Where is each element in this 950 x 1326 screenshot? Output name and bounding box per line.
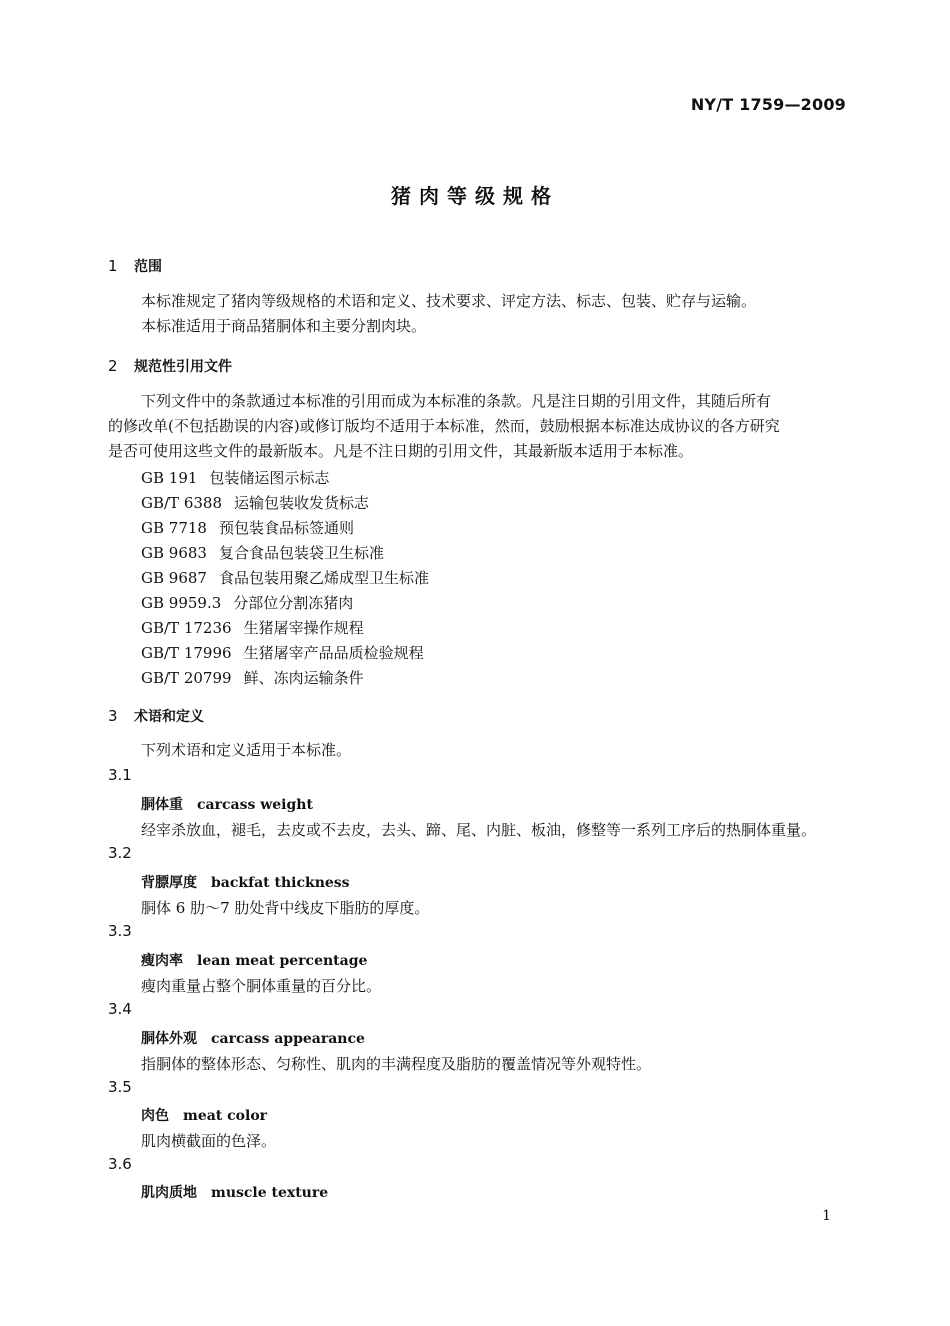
- reference-item: GB 191 包装储运图示标志: [141, 469, 330, 487]
- reference-item: GB/T 17996 生猪屠宰产品品质检验规程: [141, 644, 424, 662]
- reference-item: GB 9687 食品包装用聚乙烯成型卫生标准: [141, 569, 429, 587]
- section-title: 范围: [134, 259, 162, 275]
- term-definition: 胴体 6 肋～7 肋处背中线皮下脂肪的厚度。: [141, 899, 430, 917]
- section-1-heading: [108, 256, 162, 276]
- reference-item: GB/T 20799 鲜、冻肉运输条件: [141, 669, 364, 687]
- term-number: 3.3: [108, 922, 132, 940]
- term-number: 3.6: [108, 1155, 132, 1173]
- section-2-heading: [108, 356, 232, 376]
- term-heading: 肉色 meat color: [141, 1108, 268, 1124]
- document-title: 猪肉等级规格: [391, 184, 559, 208]
- section-3-heading: [108, 706, 204, 726]
- section-number: 2: [108, 357, 118, 375]
- term-number: 3.5: [108, 1078, 132, 1096]
- standard-code: NY/T 1759—2009: [690, 95, 846, 114]
- reference-item: GB/T 17236 生猪屠宰操作规程: [141, 619, 364, 637]
- reference-item: GB/T 6388 运输包装收发货标志: [141, 494, 370, 512]
- section-2-intro-line-3: 是否可使用这些文件的最新版本。凡是不注日期的引用文件，其最新版本适用于本标准。: [108, 442, 694, 460]
- page-number: 1: [822, 1208, 831, 1224]
- term-heading: 肌肉质地 muscle texture: [141, 1185, 329, 1201]
- section-2-intro-line-2: 的修改单(不包括勘误的内容)或修订版均不适用于本标准，然而，鼓励根据本标准达成协议的各方研究: [108, 417, 780, 435]
- term-definition: 瘦肉重量占整个胴体重量的百分比。: [141, 977, 382, 995]
- section-3-intro: 下列术语和定义适用于本标准。: [141, 741, 352, 759]
- term-heading: 背膘厚度 backfat thickness: [141, 875, 350, 891]
- reference-item: GB 7718 预包装食品标签通则: [141, 519, 354, 537]
- section-1-paragraph-2: 本标准适用于商品猪胴体和主要分割肉块。: [141, 317, 427, 335]
- section-title: 规范性引用文件: [134, 359, 232, 375]
- section-number: 3: [108, 707, 118, 725]
- reference-item: GB 9683 复合食品包装袋卫生标准: [141, 544, 384, 562]
- term-definition: 肌肉横截面的色泽。: [141, 1132, 277, 1150]
- section-1-paragraph-1: 本标准规定了猪肉等级规格的术语和定义、技术要求、评定方法、标志、包装、贮存与运输。: [141, 292, 757, 310]
- term-heading: 胴体重 carcass weight: [141, 797, 313, 813]
- term-number: 3.4: [108, 1000, 132, 1018]
- term-heading: 胴体外观 carcass appearance: [141, 1031, 365, 1047]
- section-number: 1: [108, 257, 118, 275]
- section-2-intro-line-1: 下列文件中的条款通过本标准的引用而成为本标准的条款。凡是注日期的引用文件，其随后所有: [141, 392, 772, 410]
- term-number: 3.2: [108, 844, 132, 862]
- section-title: 术语和定义: [134, 709, 204, 725]
- term-definition: 经宰杀放血，褪毛，去皮或不去皮，去头、蹄、尾、内脏、板油，修整等一系列工序后的热胴体重量。: [141, 821, 817, 839]
- term-number: 3.1: [108, 766, 132, 784]
- term-heading: 瘦肉率 lean meat percentage: [141, 953, 368, 969]
- term-definition: 指胴体的整体形态、匀称性、肌肉的丰满程度及脂肪的覆盖情况等外观特性。: [141, 1055, 652, 1073]
- reference-item: GB 9959.3 分部位分割冻猪肉: [141, 594, 354, 612]
